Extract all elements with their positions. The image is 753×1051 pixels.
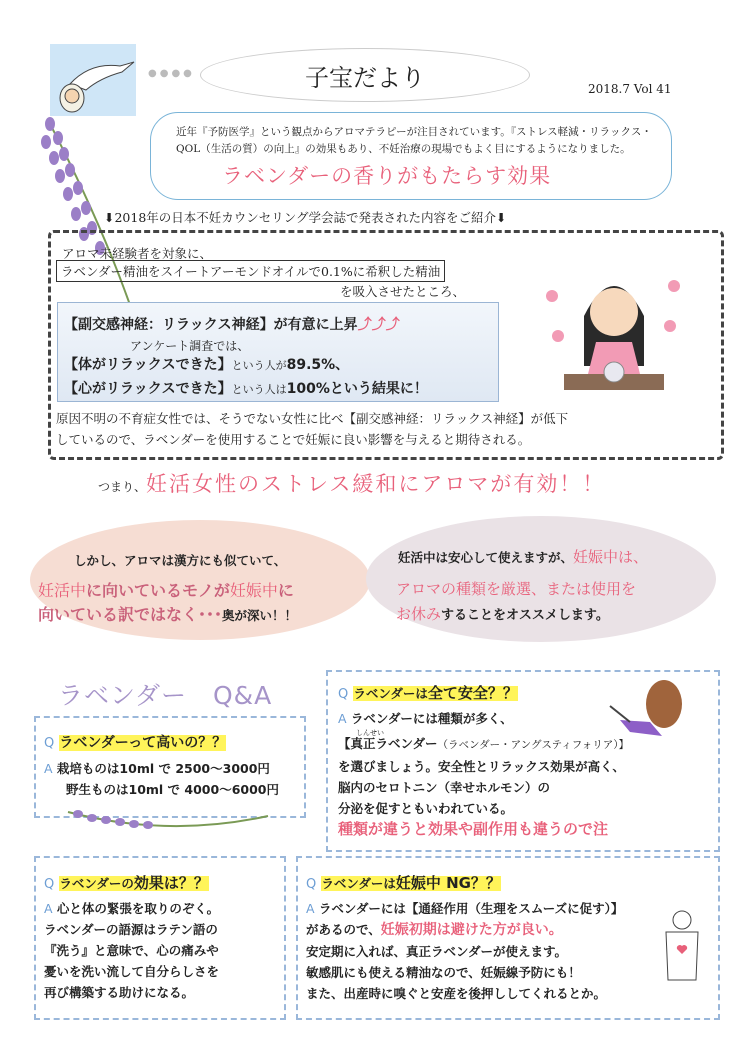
qa-title: ラベンダー Q&A xyxy=(58,681,273,710)
conclusion: つまり、妊活女性のストレス緩和にアロマが有効！！ xyxy=(98,472,606,496)
cloud-left-line-1: しかし、アロマは漢方にも似ていて、 xyxy=(74,553,287,568)
survey-label: アンケート調査では、 xyxy=(130,339,250,353)
cloud-right-line-1: 妊活中は安心して使えますが、妊娠中は、 xyxy=(398,548,649,566)
cloud-left-line-2: 妊活中に向いているモノが妊娠中に xyxy=(38,581,294,600)
q2-answer: A ラベンダーには種類が多く、 しんせい 【真正ラベンダー（ラベンダー・アングスティフォリア）】 を選びましょう。安全性とリラックス効果が高く、 脳内のセロトニン（幸せホルモン）の 分泌を促すともいわれている。 種類が違うと効果や副作用も違うので注 xyxy=(338,711,630,838)
q4-question: Q ラベンダーは妊娠中 NG？？ xyxy=(306,874,501,892)
newsletter-title: 子宝だより xyxy=(200,48,530,102)
q1-question: Q ラベンダーって高いの？？ xyxy=(44,735,227,751)
result-body: 【体がリラックスできた】という人が89.5%、 xyxy=(64,357,350,373)
research-line-2: ラベンダー精油をスイートアーモンドオイルで0.1%に希釈した精油 xyxy=(56,260,445,282)
cheering-character xyxy=(600,676,700,746)
research-line-3: を吸入させたところ、 xyxy=(340,284,466,299)
issue-number: 2018.7 Vol 41 xyxy=(588,82,672,96)
result-parasympathetic: 【副交感神経：リラックス神経】が有意に上昇⤴⤴⤴ xyxy=(64,317,400,333)
decorative-dots: ●●●● xyxy=(148,68,195,79)
cloud-left-line-3: 向いている訳ではなく･･･奥が深い！！ xyxy=(38,605,298,624)
intro-text xyxy=(176,124,666,158)
result-mind: 【心がリラックスできた】という人は100%という結果に！ xyxy=(64,381,428,397)
q1-answer: A 栽培ものは10ml で 2500～3000円 野生ものは10ml で 4000～6000円 xyxy=(44,761,279,797)
cloud-right-line-3: お休みすることをオススメします。 xyxy=(396,605,609,623)
source-note: ⬇2018年の日本不妊カウンセリング学会誌で発表された内容をご紹介⬇ xyxy=(104,210,507,225)
lavender-sprig-icon xyxy=(58,798,278,838)
shirt-heart-character xyxy=(642,908,706,988)
q3-question: Q ラベンダーの効果は？？ xyxy=(44,874,209,892)
q3-answer: A 心と体の緊張を取りのぞく。 ラベンダーの語源はラテン語の 『洗う』と意味で、心の痛みや 憂いを洗い流して自分らしさを 再び構築する助けになる。 xyxy=(44,901,220,1000)
q2-question: Q ラベンダーは全て安全？？ xyxy=(338,684,518,702)
cloud-right-line-2: アロマの種類を厳選、または使用を xyxy=(396,580,637,598)
stork-illustration xyxy=(50,44,136,116)
intro-line-2: QOL（生活の質）の向上』の効果もあり、不妊治療の現場でもよく目にするようになりました。 xyxy=(176,143,631,155)
research-cause: 原因不明の不育症女性では、そうでない女性に比べ【副交感神経：リラックス神経】が低下 しているので、ラベンダーを使用することで妊娠に良い影響を与えると期待される。 xyxy=(56,411,569,447)
q4-answer: A ラベンダーには【通経作用（生理をスムーズに促す）】 があるので、妊娠初期は避けた方が良い。 安定期に入れば、真正ラベンダーが使えます。 敏感肌にも使える精油なので、妊娠線予防にも！ また、出産時に嗅ぐと安産を後押ししてくれるとか。 xyxy=(306,901,624,1001)
intro-line-1: 近年『予防医学』という観点からアロマテラピーが注目されています。『ストレス軽減・リラックス・ xyxy=(176,126,652,138)
section-title: ラベンダーの香りがもたらす効果 xyxy=(222,164,552,188)
research-line-1: アロマ未経験者を対象に、 xyxy=(62,246,213,261)
woman-aroma-illustration xyxy=(540,256,688,404)
